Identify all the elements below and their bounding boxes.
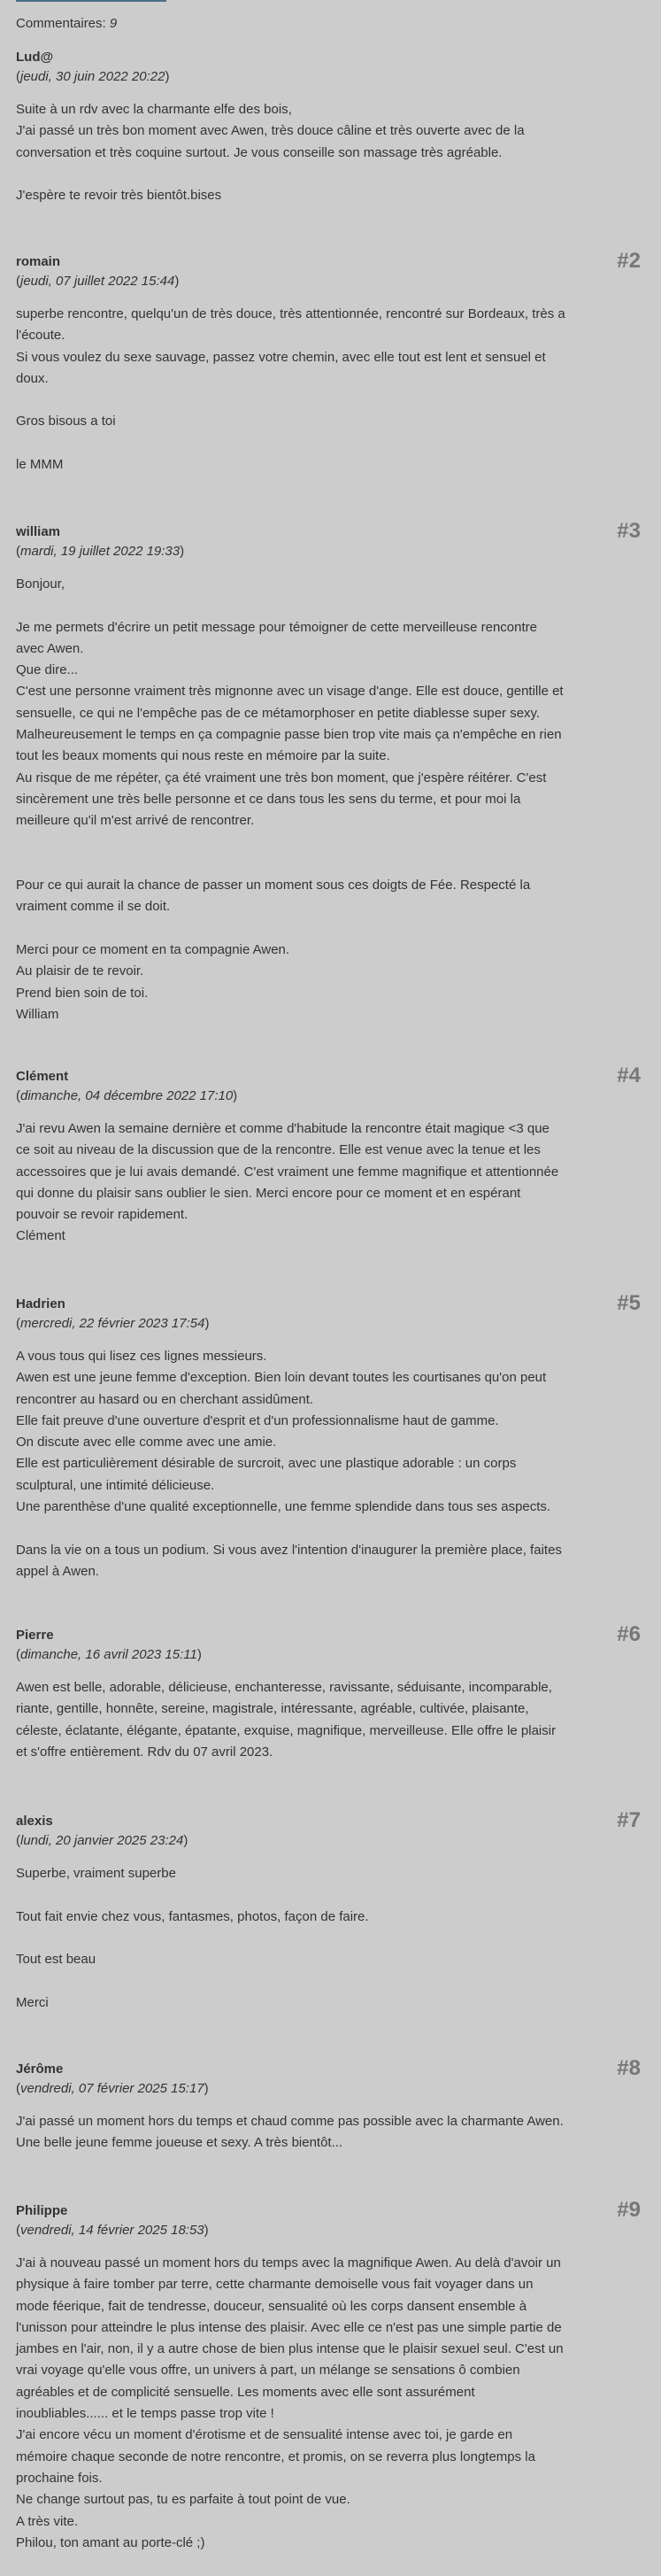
- comment-line: inoubliables...... et le temps passe trop vite !: [16, 2406, 274, 2422]
- comment-line: [16, 390, 635, 411]
- comment-body: [16, 1863, 635, 2014]
- comment-line: jambes en l'air, non, il y a autre chose de bien plus intense que le plaisir sexuel seul. C'est un: [16, 2341, 564, 2357]
- comment-line: Pour ce qui aurait la chance de passer un moment sous ces doigts de Fée. Respecté la: [16, 878, 531, 893]
- comment-line: physique à faire tomber par terre, cette charmante demoiselle vous fait voyager dans un: [16, 2277, 534, 2293]
- comment-date-value: lundi, 20 janvier 2025 23:24: [20, 1833, 184, 1848]
- comment-line: l'écoute.: [16, 328, 65, 344]
- comment-line: Si vous voulez du sexe sauvage, passez votre chemin, avec elle tout est lent et sensuel et: [16, 349, 546, 365]
- comment-9: [16, 2198, 641, 2554]
- comment-number: #6: [617, 1622, 641, 1646]
- comment-line: Je me permets d'écrire un petit message pour témoigner de cette merveilleuse rencontre: [16, 619, 537, 635]
- comment-line: mémoire chaque seconde de notre rencontre, et promis, on se reverra plus longtemps la: [16, 2448, 535, 2464]
- comment-line: [16, 854, 635, 875]
- comment-line: le MMM: [16, 457, 64, 473]
- comment-date-value: vendredi, 14 février 2025 18:53: [20, 2223, 204, 2238]
- comment-line: Une belle jeune femme joueuse et sexy. A très bientôt...: [16, 2135, 343, 2151]
- comment-body: [16, 1346, 635, 1582]
- comment-line: J'ai à nouveau passé un moment hors du temps avec la magnifique Awen. Au delà d'avoir un: [16, 2255, 561, 2270]
- comment-5: [16, 1291, 641, 1582]
- comment-8: [16, 2056, 641, 2154]
- comment-date-value: jeudi, 07 juillet 2022 15:44: [20, 274, 175, 289]
- comment-author: romain: [16, 254, 61, 269]
- comment-date-value: dimanche, 16 avril 2023 15:11: [20, 1647, 197, 1662]
- comment-date: (jeudi, 30 juin 2022 20:22): [16, 69, 170, 84]
- comment-body: [16, 2253, 635, 2554]
- comment-body: [16, 574, 635, 1025]
- comment-line: On discute avec elle comme avec une amie.: [16, 1435, 277, 1450]
- comment-line: [16, 595, 635, 616]
- comment-author: Pierre: [16, 1628, 54, 1643]
- comment-line: Philou, ton amant au porte-clé ;): [16, 2534, 205, 2550]
- comment-line: Tout fait envie chez vous, fantasmes, photos, façon de faire.: [16, 1908, 369, 1924]
- comment-line: sculptural, une intimité délicieuse.: [16, 1477, 215, 1493]
- comment-line: vrai voyage qu'elle vous offre, un univers à part, un mélange se sensations ô combien: [16, 2363, 520, 2379]
- comment-line: accessoires que je lui avais demandé. C'est vraiment une femme magnifique et attentionnée: [16, 1164, 559, 1180]
- comment-line: [16, 832, 635, 854]
- comment-line: Elle fait preuve d'une ouverture d'esprit et d'un professionnalisme haut de gamme.: [16, 1412, 499, 1428]
- comment-date-value: jeudi, 30 juin 2022 20:22: [20, 69, 165, 84]
- comment-line: doux.: [16, 370, 49, 386]
- comment-line: sensuelle, ce qui ne l'empêche pas de ce métamorphoser en petite diablesse super sexy.: [16, 705, 541, 721]
- comment-date: (vendredi, 07 février 2025 15:17): [16, 2081, 209, 2096]
- comment-author: william: [16, 524, 61, 539]
- comment-date: (vendredi, 14 février 2025 18:53): [16, 2223, 209, 2238]
- comment-line: Gros bisous a toi: [16, 414, 116, 429]
- comment-line: Malheureusement le temps en ça compagnie passe bien trop vite mais ça n'empêche en rien: [16, 727, 562, 743]
- comment-line: J'ai encore vécu un moment d'érotisme et de sensualité intense avec toi, je garde en: [16, 2427, 513, 2443]
- comment-body: [16, 2111, 635, 2154]
- comment-number: #7: [617, 1808, 641, 1832]
- comment-line: Merci: [16, 1994, 49, 2010]
- comment-line: Dans la vie on a tous un podium. Si vous avez l'intention d'inaugurer la première place, faites: [16, 1542, 562, 1558]
- comment-author: Hadrien: [16, 1296, 65, 1311]
- comment-line: mode féerique, fait de tendresse, douceur, sensualité où les corps dansent ensemble à: [16, 2298, 527, 2314]
- comment-body: [16, 1677, 635, 1763]
- comment-7: [16, 1808, 641, 2014]
- comment-line: appel à Awen.: [16, 1563, 99, 1579]
- comment-line: [16, 1928, 635, 1949]
- comment-line: vraiment comme il se doit.: [16, 899, 171, 915]
- comment-line: ce soit au niveau de la discussion que de la rencontre. Elle est venue avec la tenue et les: [16, 1142, 541, 1158]
- comment-number: #8: [617, 2056, 641, 2080]
- comment-line: Tout est beau: [16, 1952, 96, 1968]
- comment-number: #2: [617, 249, 641, 273]
- comment-line: Awen est une jeune femme d'exception. Bien loin devant toutes les courtisanes qu'on peut: [16, 1370, 547, 1386]
- comment-1: [16, 48, 635, 206]
- comment-author: Lud@: [16, 50, 54, 65]
- comment-body: [16, 99, 635, 206]
- comment-number: #9: [617, 2198, 641, 2222]
- comment-line: agréables et de complicité sensuelle. Les moments avec elle sont assurément: [16, 2384, 475, 2400]
- comment-author: Jérôme: [16, 2062, 64, 2077]
- comment-line: Une parenthèse d'une qualité exceptionnelle, une femme splendide dans tous ses aspects.: [16, 1499, 551, 1515]
- comment-line: qui donne du plaisir sans oublier le sien. Merci encore pour ce moment et en espérant: [16, 1185, 521, 1201]
- top-rule: [16, 0, 166, 2]
- comment-body: [16, 304, 635, 476]
- comment-line: riante, gentille, honnête, sereine, magistrale, intéressante, agréable, cultivée, plaisante,: [16, 1701, 529, 1717]
- comment-author: alexis: [16, 1814, 53, 1829]
- comment-line: [16, 918, 635, 940]
- comment-author: Clément: [16, 1069, 69, 1084]
- comment-line: Que dire...: [16, 662, 79, 678]
- comment-date-value: mercredi, 22 février 2023 17:54: [20, 1316, 205, 1331]
- comment-line: l'unisson pour atteindre le plus intense des plaisir. Avec elle ce n'est pas une simple partie de: [16, 2319, 562, 2335]
- comment-line: Au risque de me répéter, ça été vraiment une très bon moment, que j'espère réitérer. C'est: [16, 770, 547, 785]
- comment-line: rencontrer au hasard ou en cherchant assidûment.: [16, 1391, 314, 1407]
- comment-number: #5: [617, 1291, 641, 1315]
- comment-date: (lundi, 20 janvier 2025 23:24): [16, 1833, 188, 1848]
- comment-line: [16, 1970, 635, 1992]
- comment-body: [16, 1118, 635, 1248]
- comment-line: pouvoir se revoir rapidement.: [16, 1207, 188, 1223]
- comment-line: Merci pour ce moment en ta compagnie Awen.: [16, 942, 290, 958]
- comment-2: [16, 249, 641, 476]
- comment-line: prochaine fois.: [16, 2470, 103, 2486]
- comment-line: J'espère te revoir très bientôt.bises: [16, 188, 222, 204]
- comment-line: [16, 433, 635, 454]
- comment-line: Clément: [16, 1228, 65, 1244]
- comment-line: J'ai passé un moment hors du temps et chaud comme pas possible avec la charmante Awen.: [16, 2114, 564, 2129]
- comment-count-value: 9: [109, 16, 118, 31]
- comment-line: sincèrement une très belle personne et ce dans tous les sens du terme, et pour moi la: [16, 791, 521, 807]
- comment-date: (mercredi, 22 février 2023 17:54): [16, 1316, 210, 1331]
- comment-number: #4: [617, 1064, 641, 1087]
- comment-line: Prend bien soin de toi.: [16, 985, 149, 1001]
- comment-line: superbe rencontre, quelqu'un de très douce, très attentionnée, rencontré sur Bordeaux, très a: [16, 306, 565, 321]
- comment-line: Suite à un rdv avec la charmante elfe des bois,: [16, 102, 292, 117]
- comment-line: [16, 1884, 635, 1906]
- comment-count: [16, 16, 117, 31]
- comment-line: Elle est particulièrement désirable de surcroit, avec une plastique adorable : un corps: [16, 1456, 517, 1472]
- comment-date: (dimanche, 04 décembre 2022 17:10): [16, 1088, 238, 1103]
- comment-line: conversation et très coquine surtout. Je vous conseille son massage très agréable.: [16, 144, 503, 160]
- comment-line: C'est une personne vraiment très mignonne avec un visage d'ange. Elle est douce, gentille et: [16, 684, 564, 700]
- comment-line: [16, 164, 635, 185]
- comment-date-value: dimanche, 04 décembre 2022 17:10: [20, 1088, 234, 1103]
- comment-date: (jeudi, 07 juillet 2022 15:44): [16, 274, 180, 289]
- comment-date: (mardi, 19 juillet 2022 19:33): [16, 544, 185, 559]
- comment-line: et s'offre entièrement. Rdv du 07 avril 2023.: [16, 1744, 273, 1760]
- comment-line: avec Awen.: [16, 640, 84, 656]
- comment-line: A très vite.: [16, 2513, 79, 2529]
- comment-line: meilleure qu'il m'est arrivé de rencontrer.: [16, 813, 255, 829]
- comment-line: Awen est belle, adorable, délicieuse, enchanteresse, ravissante, séduisante, incomparable,: [16, 1680, 552, 1695]
- comment-author: Philippe: [16, 2203, 68, 2218]
- comment-line: J'ai passé un très bon moment avec Awen, très douce câline et très ouverte avec de la: [16, 123, 525, 139]
- comment-line: Ne change surtout pas, tu es parfaite à tout point de vue.: [16, 2492, 350, 2508]
- comment-3: [16, 519, 641, 1025]
- comment-line: A vous tous qui lisez ces lignes messieurs.: [16, 1349, 267, 1364]
- comment-count-label: Commentaires:: [16, 16, 106, 31]
- comment-line: William: [16, 1006, 59, 1022]
- comment-6: [16, 1622, 641, 1763]
- comment-line: J'ai revu Awen la semaine dernière et comme d'habitude la rencontre était magique <3 que: [16, 1121, 550, 1136]
- comment-line: tout les beaux moments qui nous reste en mémoire par la suite.: [16, 748, 390, 764]
- comment-line: céleste, éclatante, élégante, épatante, exquise, magnifique, merveilleuse. Elle offre le plaisir: [16, 1722, 557, 1738]
- comment-number: #3: [617, 519, 641, 543]
- comment-date: (dimanche, 16 avril 2023 15:11): [16, 1647, 202, 1662]
- comment-date-value: vendredi, 07 février 2025 15:17: [20, 2081, 204, 2096]
- comment-line: Superbe, vraiment superbe: [16, 1866, 176, 1881]
- comment-4: [16, 1064, 641, 1248]
- comment-line: [16, 1518, 635, 1539]
- comment-line: Bonjour,: [16, 576, 65, 592]
- comment-date-value: mardi, 19 juillet 2022 19:33: [20, 544, 181, 559]
- comment-line: Au plaisir de te revoir.: [16, 963, 144, 979]
